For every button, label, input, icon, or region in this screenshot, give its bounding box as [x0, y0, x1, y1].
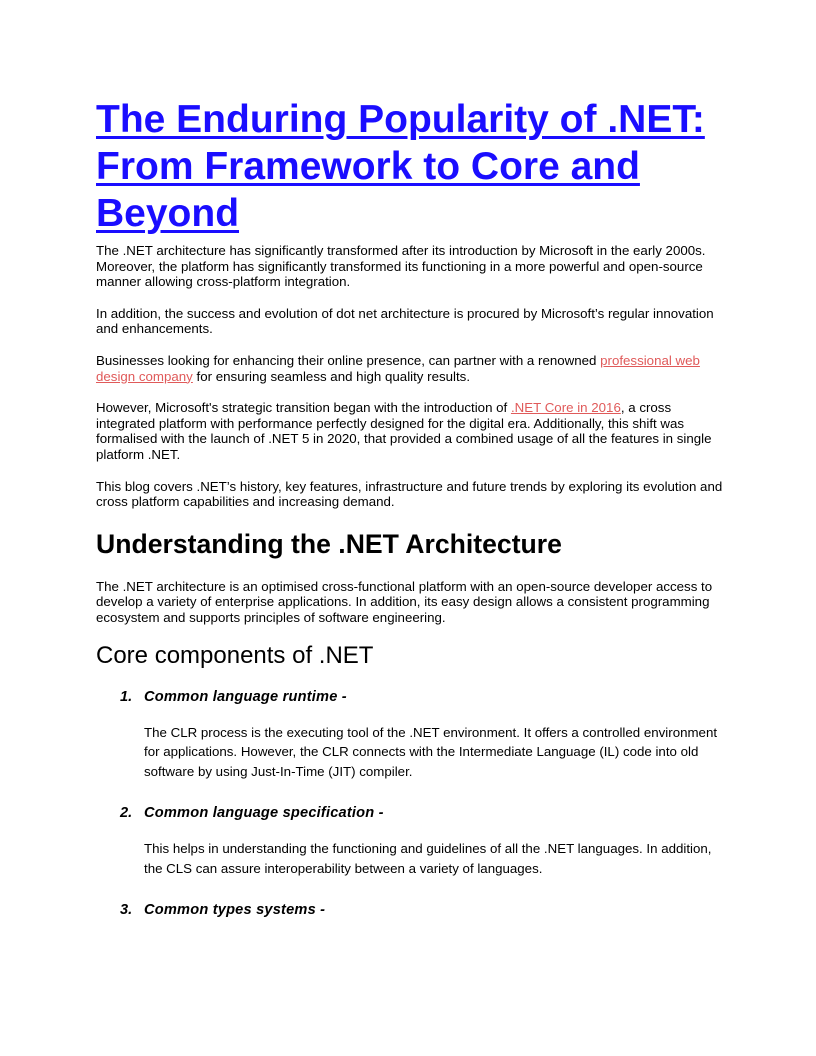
- intro-paragraph-2: In addition, the success and evolution of dot net architecture is procured by Microsoft’s regular innovation and enhancements.: [96, 305, 714, 337]
- document-page: [96, 96, 726, 919]
- transition-paragraph-after: , a cross integrated platform with performance perfectly designed for the digital era. Additionally, this shift was formalised with the launch of .NET 5 in 2020, that provided a combined usage of all the features in single platform .NET.: [96, 400, 712, 462]
- list-item-number: 1.: [120, 688, 133, 705]
- architecture-paragraph: The .NET architecture is an optimised cross-functional platform with an open-source developer access to develop a variety of enterprise applications. In addition, its easy design allows a consistent programming ecosystem and supports principles of software engineering.: [96, 578, 713, 625]
- core-components-heading: Core components of .NET: [96, 641, 374, 669]
- list-item-number: 3.: [120, 902, 133, 918]
- list-item: [96, 804, 726, 878]
- article-title-link[interactable]: The Enduring Popularity of .NET: From Framework to Core and Beyond: [96, 98, 705, 235]
- list-item-title: Common language runtime -: [144, 688, 347, 705]
- intro-paragraph-1: The .NET architecture has significantly transformed after its introduction by Microsoft in the early 2000s. Moreover, the platform has significantly transformed its functioning in a more powerful and open-source manner allowing cross-platform integration.: [96, 243, 706, 290]
- net-core-2016-link[interactable]: .NET Core in 2016: [510, 400, 621, 416]
- list-item-description: The CLR process is the executing tool of the .NET environment. It offers a controlled environment for applications. However, the CLR connects with the Intermediate Language (IL) code into old software by using Just-In-Time (JIT) compiler.: [144, 724, 718, 779]
- core-components-list: [96, 688, 726, 920]
- list-item-description: This helps in understanding the functioning and guidelines of all the .NET languages. In addition, the CLS can assure interoperability between a variety of languages.: [144, 841, 712, 876]
- transition-paragraph-before: However, Microsoft's strategic transition began with the introduction of: [96, 400, 511, 416]
- business-paragraph: [96, 353, 726, 384]
- web-design-company-link[interactable]: professional web design company: [96, 352, 700, 384]
- list-item-title: Common types systems -: [144, 902, 326, 918]
- list-item: [96, 901, 726, 919]
- list-item: [96, 688, 726, 782]
- summary-paragraph: This blog covers .NET’s history, key features, infrastructure and future trends by exploring its evolution and cross platform capabilities and increasing demand.: [96, 478, 723, 510]
- business-paragraph-before: Businesses looking for enhancing their online presence, can partner with a renowned: [96, 352, 601, 368]
- architecture-heading: Understanding the .NET Architecture: [96, 528, 562, 559]
- transition-paragraph: [96, 400, 726, 462]
- list-item-number: 2.: [120, 805, 133, 821]
- business-paragraph-after: for ensuring seamless and high quality results.: [192, 368, 471, 384]
- list-item-title: Common language specification -: [144, 805, 384, 821]
